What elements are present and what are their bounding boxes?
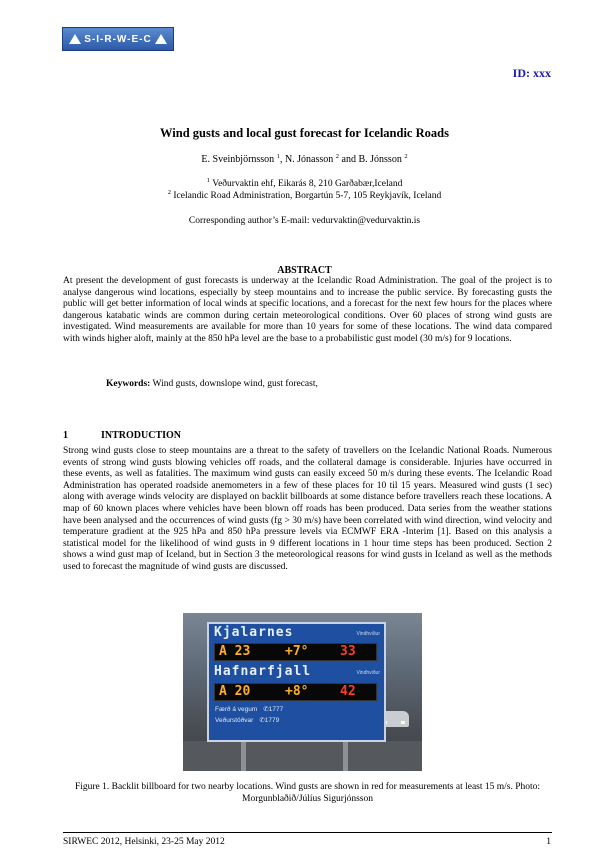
led-temperature: +8° — [285, 684, 309, 699]
sirwec-logo — [62, 27, 174, 51]
author-1-affil: 1 — [276, 153, 280, 160]
led-panel — [214, 683, 377, 701]
author-3-affil: 2 — [404, 153, 408, 160]
abstract-text: At present the development of gust forecasts is underway at the Icelandic Road Administration. The goal of the project is to analyse dangerous wind locations, especially by steep mountains and to increase the public service. By forecasting gusts the public will get better information of local winds at specific locations, and a forecast for the next few hours for the places where dangerous katabatic winds are common during certain meteorological conditions. Over 60 places of strong wind gusts are investigated. Wind measurements are available for more than 10 years for some of these locations. The wind data compared with winds higher aloft, mainly at the 850 hPa level are the base to a probabilistic gust model (30 m/s) for 9 locations. — [63, 276, 552, 344]
introduction-text: Strong wind gusts close to steep mountains are a threat to the safety of travellers on the Icelandic National Roads. Numerous events of strong wind gusts blowing vehicles off roads, and the collateral damage is considerable. Injuries have occurred in these events, as well as fatalities. The maximum wind gusts can easily exceed 50 m/s during these events. The Icelandic Road Administration has operated roadside anemometers in a few of these places for 10 til 15 years. Measured wind gusts (1 sec) along with average winds velocity are displayed on backlit billboards at some distance before travellers reach these locations. A map of 60 known places where vehicles have been blown off roads has been produced. Data series from the weather stations have been analysed and the occurrences of wind gusts (fg > 30 m/s) have been correlated with wind direction, wind velocity and temperature gradient at the 925 hPa and 850 hPa pressure levels via ECMWF ERA -Interim [1]. Based on this analysis a statistical model for the likelihood of wind gusts in 9 different locations in 1 hour time steps has been produced. Section 2 shows a wind gust map of Iceland, but in Section 3 the meteorological reasons for wind gusts in Iceland as well as the methods used to forecast the magnitude of wind gusts are discussed. — [63, 446, 552, 572]
author-1: E. Sveinbjörnsson — [201, 154, 275, 165]
info-line: Veðurstöðvar ✆1779 — [215, 717, 280, 724]
corresponding-email: Corresponding author’s E-mail: vedurvaktin@vedurvaktin.is — [188, 216, 421, 226]
footer-divider — [63, 832, 552, 833]
page-number: 1 — [546, 837, 551, 847]
keywords-text: Wind gusts, downslope wind, gust forecast, — [150, 379, 318, 389]
led-direction-speed: A 23 — [219, 644, 251, 659]
billboard-sign — [207, 622, 386, 742]
led-temperature: +7° — [285, 644, 309, 659]
author-2: , N. Jónasson — [279, 154, 334, 165]
location-name: Hafnarfjall — [214, 664, 312, 679]
paper-title: Wind gusts and local gust forecast for Icelandic Roads — [160, 126, 449, 140]
keywords-label: Keywords: — [106, 379, 151, 389]
led-direction-speed: A 20 — [219, 684, 251, 699]
section-heading — [63, 430, 181, 441]
gust-label: Vindhviður — [356, 631, 380, 637]
road-surface — [183, 741, 422, 771]
abstract-heading: ABSTRACT — [277, 265, 332, 276]
gust-label: Vindhviður — [356, 670, 380, 676]
affiliation-1: $^1$ Veðurvaktin ehf, Eikarás 8, 210 Garðabær,Iceland — [206, 177, 403, 189]
logo-text: S-I-R-W-E-C — [84, 33, 152, 45]
paper-id: ID: xxx — [512, 66, 551, 80]
footer-conference: SIRWEC 2012, Helsinki, 23-25 May 2012 — [63, 837, 225, 847]
figure-caption: Figure 1. Backlit billboard for two nearby locations. Wind gusts are shown in red for measurements at least 15 m/s. Photo: Morgunblaðið/Júlíus Sigurjónsson — [74, 782, 541, 804]
figure-photo — [183, 613, 422, 771]
affiliations — [0, 178, 609, 202]
led-gust: 42 — [340, 684, 356, 699]
section-number: 1 — [63, 430, 68, 441]
author-2-affil: 2 — [335, 153, 340, 160]
keywords — [106, 379, 318, 389]
led-panel — [214, 643, 377, 661]
logo-triangle-icon — [155, 34, 167, 44]
author-3: and B. Jónsson — [339, 154, 402, 165]
author-list — [0, 154, 609, 165]
affiliation-2: $^2$ Icelandic Road Administration, Borgartún 5-7, 105 Reykjavík, Iceland — [167, 189, 442, 201]
led-gust: 33 — [340, 644, 356, 659]
section-title: INTRODUCTION — [101, 430, 182, 441]
location-name: Kjalarnes — [214, 625, 294, 640]
logo-triangle-icon — [69, 34, 81, 44]
sign-pole — [241, 738, 246, 771]
sign-pole — [343, 738, 348, 771]
info-line: Færð á vegum ✆1777 — [215, 706, 284, 713]
